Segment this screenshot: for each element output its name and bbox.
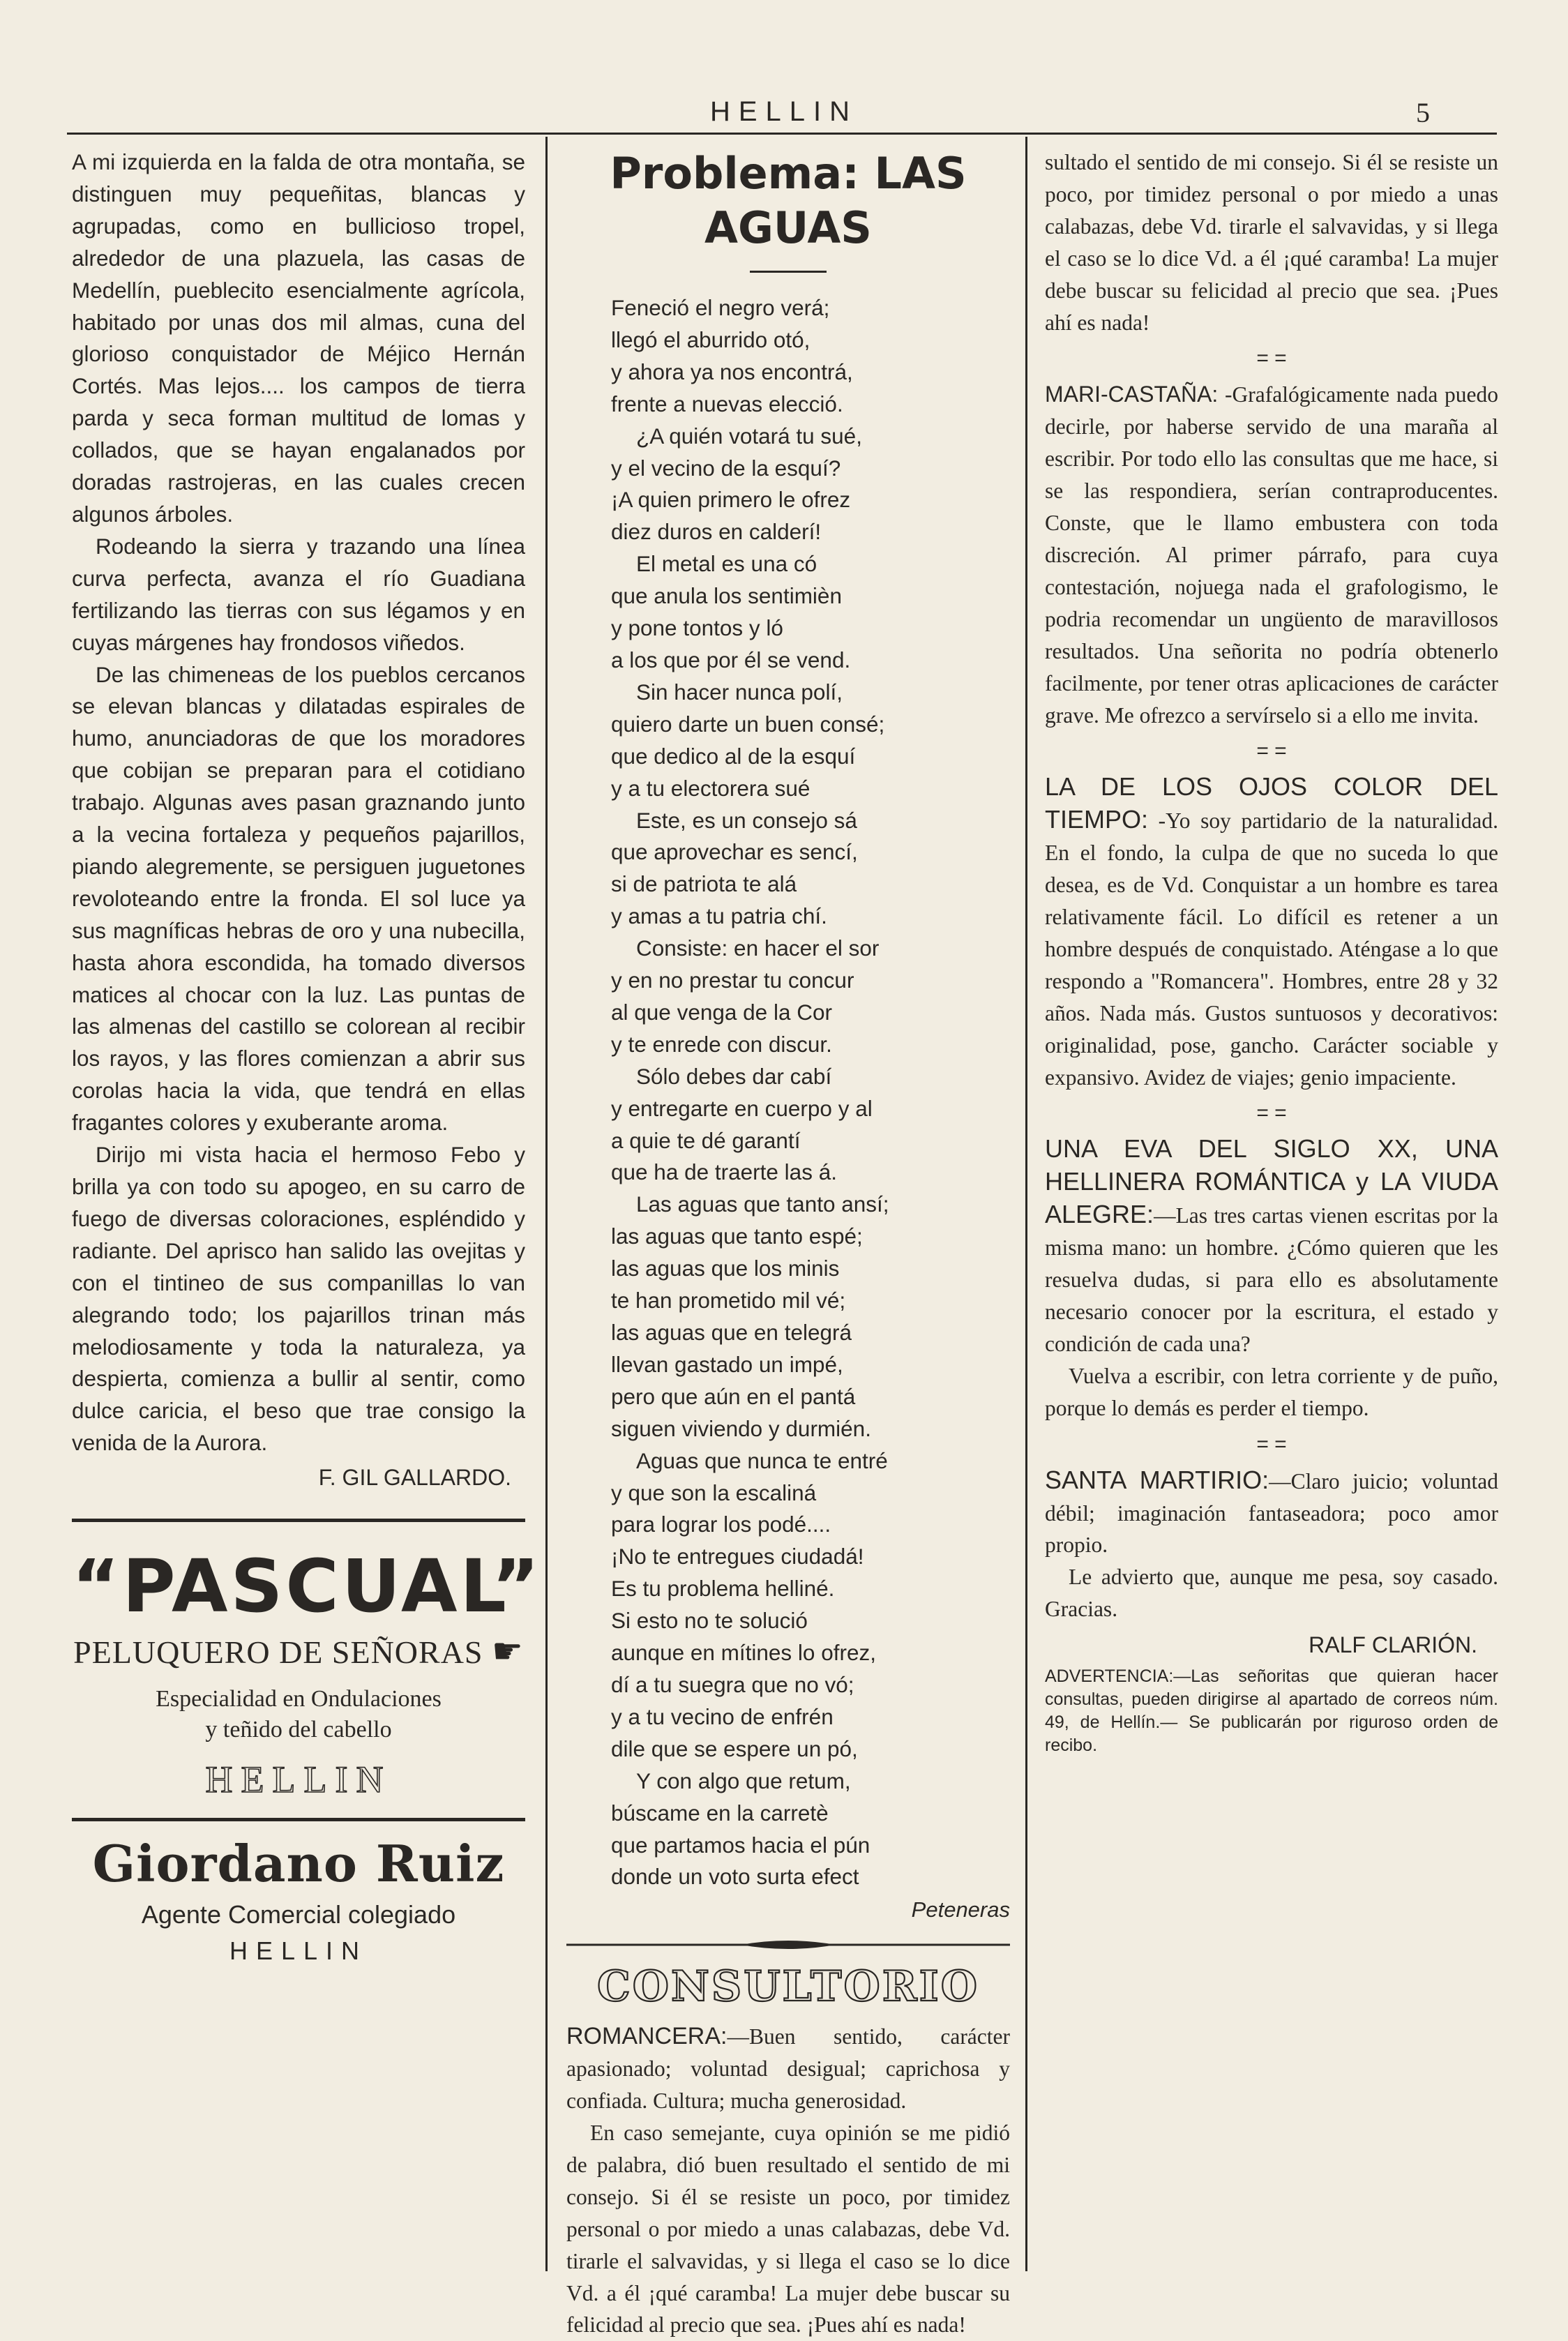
poem-line: las aguas que los minis: [611, 1256, 840, 1281]
article-signature: F. GIL GALLARDO.: [318, 1465, 511, 1491]
poem-line: y que son la escaliná: [611, 1480, 817, 1505]
poem-line: si de patriota te alá: [611, 871, 797, 897]
poem-line: las aguas que tanto espé;: [611, 1224, 863, 1249]
consult-entry-head: ROMANCERA:: [566, 2023, 728, 2050]
page-header-title: HELLIN: [709, 96, 859, 127]
poem-line: las aguas que en telegrá: [611, 1320, 852, 1345]
consult-entry-head: UNA EVA DEL SIGLO XX, UNA HELLINERA ROMÁNTICA y LA VIUDA ALEGRE:: [1045, 1134, 1498, 1229]
consult-entry: [1045, 1134, 1498, 1360]
ad-giordano-role: Agente Comercial colegiado: [141, 1900, 456, 1929]
poem-line: que ha de traerte las á.: [611, 1159, 837, 1185]
poem-line: y te enrede con discur.: [611, 1031, 832, 1057]
poem-column: [566, 146, 1010, 2338]
consult-entry-head: LA DE LOS OJOS COLOR DEL TIEMPO:: [1045, 772, 1498, 834]
poem-line: quiero darte un buen consé;: [611, 711, 885, 737]
poem-body: [566, 292, 1010, 1893]
article-column: [72, 146, 543, 1966]
poem-line: para lograr los podé....: [611, 1512, 831, 1537]
page-number: 5: [1416, 97, 1430, 128]
column-divider-right: [1025, 137, 1027, 2271]
poem-line: que anula los sentimièn: [611, 583, 842, 609]
consult-entry: Le advierto que, aunque me pesa, soy casado. Gracias.: [1045, 1565, 1498, 1622]
poem-line: Sin hacer nunca polí,: [636, 679, 843, 705]
ad-pascual-city: HELLIN: [205, 1759, 392, 1801]
poem-line: Y con algo que retum,: [636, 1768, 851, 1793]
poem-line: Si esto no te solució: [611, 1608, 808, 1634]
consult-entry-text: —Buen sentido, carácter apasionado; voluntad desigual; caprichosa y confiada. Cultura; mucha generosidad.: [566, 2024, 1010, 2114]
poem-line: y amas a tu patria chí.: [611, 903, 827, 929]
poem-line: ¿A quién votará tu sué,: [636, 423, 862, 449]
poem-line: ¡A quien primero le ofrez: [611, 487, 851, 513]
poem-line: Aguas que nunca te entré: [636, 1447, 888, 1473]
consult-entry-text: -Grafalógicamente nada puedo decirle, por haberse servido de una maraña al escribir. Por todo ello las consultas que me hace, si se las respondiera, serían contraproducentes. Conste, que le llamo embustera con toda discreción. Al primer párrafo, para cuya contestación, nojuega nada el grafologismo, le podria recomendar un ungüento de maravillosos resultados. Una señorita no podría obtenerlo facilmente, por tener otras aplicaciones de carácter grave. Me ofrezco a servírselo si a ello me invita.: [1045, 382, 1498, 728]
separator: = =: [1256, 1101, 1287, 1125]
consult-entry: Vuelva a escribir, con letra corriente y de puño, porque lo demás es perder el tiempo.: [1045, 1363, 1498, 1420]
poem-line: a los que por él se vend.: [611, 647, 851, 672]
poem-line: frente a nuevas elecció.: [611, 391, 843, 416]
poem-line: siguen viviendo y durmién.: [611, 1415, 871, 1441]
pointing-hand-icon: ☛: [492, 1632, 524, 1671]
ad-pascual-subtitle-text: PELUQUERO DE SEÑORAS: [73, 1634, 483, 1671]
article-paragraph: De las chimeneas de los pueblos cercanos se elevan blancas y dilatadas espirales de humo, anunciadoras de que los moradores que cobijan se preparan para el cotidiano trabajo. Algunas aves pasan graznando junto a la vecina fortaleza y pequeños pajarillos, piando alegremente, se persiguen juguetones revoloteando entre la fronda. El sol luce ya sus magníficas hebras de oro y una nubecilla, hasta ahora escondida, ha tomado diversos matices al chocar con la luz. Las puntas de las almenas del castillo se colorean al recibir los rayos, y las flores comienzan a abrir sus corolas hacia la vida, que tendrá en ellas fragantes colores y exuberante aroma.: [72, 661, 525, 1136]
article-paragraph: Rodeando la sierra y trazando una línea curva perfecta, avanza el río Guadiana fertilizando las tierras con sus légamos y en cuyas márgenes hay frondosos viñedos.: [72, 533, 525, 655]
ad-giordano-city: HELLIN: [229, 1936, 368, 1966]
title-rule: [750, 271, 827, 273]
ad-giordano: [72, 1834, 525, 1966]
ad-giordano-name: Giordano Ruiz: [92, 1834, 505, 1894]
poem-line: que partamos hacia el pún: [611, 1832, 870, 1858]
consult-entry-continued: [1045, 146, 1498, 338]
poem-line: Las aguas que tanto ansí;: [636, 1191, 889, 1217]
poem-line: que dedico al de la esquí: [611, 743, 856, 769]
poem-line: y el vecino de la esquí?: [611, 455, 841, 481]
poem-line: aunque en mítines lo ofrez,: [611, 1640, 876, 1666]
poem-line: dile que se espere un pó,: [611, 1736, 858, 1761]
article-paragraph: Dirijo mi vista hacia el hermoso Febo y brilla ya con todo su apogeo, en su carro de fuego de diversas coloraciones, espléndido y radiante. Del aprisco han salido las ovejitas y con el tintineo de sus companillas lo van alegrando todo; los pajarillos trinan más melodiosamente y toda la naturaleza, ya despierta, comienza a bullir al sentir, como dulce caricia, el beso que trae consigo la venida de la Aurora.: [72, 1142, 525, 1456]
consult-entry-head: MARI-CASTAÑA:: [1045, 382, 1219, 407]
poem-line: diez duros en calderí!: [611, 519, 822, 545]
poem-line: búscame en la carretè: [611, 1800, 829, 1826]
poem-title: Problema: LAS AGUAS: [610, 148, 967, 253]
consultorio-signature: RALF CLARIÓN.: [1309, 1632, 1477, 1658]
consult-entry: [1045, 771, 1498, 1093]
section-title-consultorio: CONSULTORIO: [597, 1962, 979, 2012]
ad-pascual-name: “PASCUAL”: [72, 1544, 543, 1629]
poem-line: a quie te dé garantí: [611, 1127, 801, 1153]
poem-line: llevan gastado un impé,: [611, 1351, 843, 1377]
poem-line: pero que aún en el pantá: [611, 1383, 856, 1409]
consult-entry: [1045, 1465, 1498, 1562]
poem-line: te han prometido mil vé;: [611, 1288, 846, 1313]
poem-line: y entregarte en cuerpo y al: [611, 1095, 873, 1121]
separator: = =: [1256, 739, 1287, 763]
column-divider-left: [545, 137, 548, 2271]
ad-pascual-line: Especialidad en Ondulaciones: [156, 1686, 442, 1713]
consult-entry-text: sultado el sentido de mi consejo. Si él se resiste un poco, por timidez personal o por miedo a unas calabazas, debe Vd. tirarle el salvavidas, y si llega el caso se lo dice Vd. a él ¡qué caramba! La mujer debe buscar su felicidad al precio que sea. ¡Pues ahí es nada!: [1045, 150, 1498, 335]
poem-line: y a tu electorera sué: [611, 775, 811, 801]
poem-line: dí a tu suegra que no vó;: [611, 1671, 854, 1697]
consultorio-notice: ADVERTENCIA:—Las señoritas que quieran hacer consultas, pueden dirigirse al apartado de correos núm. 49, de Hellín.— Se publicarán por riguroso orden de recibo.: [1045, 1666, 1498, 1756]
consult-entry-text: —Claro juicio; voluntad débil; imaginación fantaseadora; poco amor propio.: [1045, 1468, 1498, 1558]
separator: = =: [1256, 347, 1287, 370]
poem-line: Feneció el negro verá;: [611, 295, 830, 320]
ornamental-rule: [566, 1938, 1010, 1952]
separator: = =: [1256, 1432, 1287, 1456]
ad-pascual-line: y teñido del cabello: [205, 1717, 392, 1743]
consult-entry-head: SANTA MARTIRIO:: [1045, 1465, 1269, 1494]
poem-line: al que venga de la Cor: [611, 999, 832, 1025]
consult-entry: En caso semejante, cuya opinión se me pidió de palabra, dió buen resultado el sentido de mi consejo. Si él se resiste un poco, por timidez personal o por miedo a unas calabazas, debe Vd. tirarle el salvavidas, y si llega el caso se lo dice Vd. a él ¡qué caramba! La mujer debe buscar su felicidad al precio que sea. ¡Pues ahí es nada!: [566, 2121, 1010, 2338]
poem-line: donde un voto surta efect: [611, 1864, 859, 1890]
poem-author: Peteneras: [911, 1897, 1010, 1922]
poem-line: ¡No te entregues ciudadá!: [611, 1544, 864, 1570]
poem-line: Este, es un consejo sá: [636, 807, 857, 833]
consult-entry: [1045, 379, 1498, 731]
poem-line: y pone tontos y ló: [611, 615, 783, 641]
article-paragraph: A mi izquierda en la falda de otra montaña, se distinguen muy pequeñitas, blancas y agrupadas, como en bullicioso tropel, alrededor de una plazuela, las casas de Medellín, pueblecito esencialmente agrícola, habitado por unas dos mil almas, cuna del glorioso conquistador de Méjico Hernán Cortés. Mas lejos.... los campos de tierra parda y seca forman multitud de lomas y collados, que se hayan engalanados por doradas rastrojeras, en las cuales crecen algunos árboles.: [72, 149, 525, 527]
consultorio-column: [1045, 146, 1498, 1757]
consult-entry: [566, 2021, 1010, 2117]
poem-line: y a tu vecino de enfrén: [611, 1703, 834, 1729]
poem-line: que aprovechar es sencí,: [611, 839, 858, 865]
ad-pascual-subtitle: [72, 1631, 525, 1671]
poem-line: y ahora ya nos encontrá,: [611, 359, 853, 384]
ad-divider: [72, 1519, 525, 1522]
ad-divider: [72, 1818, 525, 1821]
poem-line: y en no prestar tu concur: [611, 968, 854, 993]
consult-entry-text: -Yo soy partidario de la naturalidad. En el fondo, la culpa de que no suceda lo que desea, es de Vd. Conquistar a un hombre es tarea relativamente fácil. Lo difícil es retener a un hombre después de conquistado. Aténgase a lo que respondo a "Romancera". Hombres, entre 28 y 32 años. Nada más. Gustos suntuosos y decorativos: originalidad, pose, gancho. Carácter sociable y expansivo. Avidez de viajes; genio impaciente.: [1045, 808, 1498, 1090]
consult-entry-text: —Las tres cartas vienen escritas por la misma mano: un hombre. ¿Cómo quieren que les resuelva dudas, si para ello es absolutamente necesario conocer por la escritura, el estado y condición de cada una?: [1045, 1203, 1498, 1356]
poem-line: Consiste: en hacer el sor: [636, 935, 880, 961]
poem-line: Sólo debes dar cabí: [636, 1063, 832, 1089]
poem-line: Es tu problema helliné.: [611, 1576, 835, 1602]
poem-line: El metal es una có: [636, 551, 817, 577]
header-rule: [67, 133, 1497, 135]
poem-line: llegó el aburrido otó,: [611, 326, 811, 352]
ad-pascual: [72, 1544, 543, 1801]
